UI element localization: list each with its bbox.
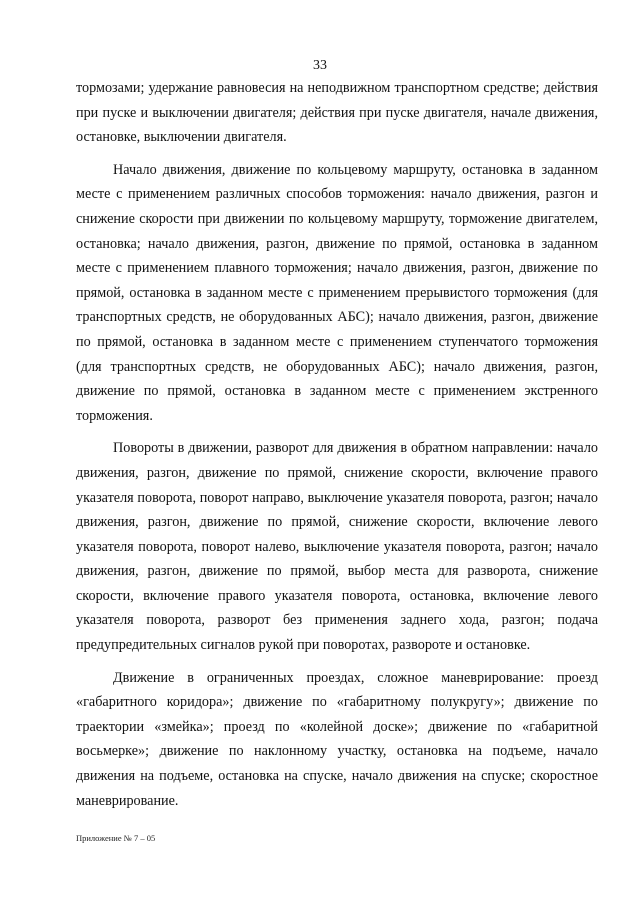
paragraph-turns: Повороты в движении, разворот для движения в обратном направлении: начало движения, разгон, движение по прямой, снижение скорости, включение правого указателя поворота, поворот направо, выключение указателя поворота, разгон; начало движения, разгон, движение по прямой, снижение скорости, включение левого указателя поворота, поворот налево, выключение указателя поворота, разгон; начало движения, разгон, движение по прямой, выбор места для разворота, снижение скорости, включение правого указателя поворота, остановка, включение левого указателя поворота, разворот без применения заднего хода, разгон; подача предупредительных сигналов рукой при поворотах, развороте и остановке.: [76, 440, 598, 654]
paragraph-braking: Начало движения, движение по кольцевому маршруту, остановка в заданном месте с применением различных способов торможения: начало движения, разгон и снижение скорости при движении по кольцевому маршруту, торможение двигателем, остановка; начало движения, разгон, движение по прямой, остановка в заданном месте с применением плавного торможения; начало движения, разгон, движение по прямой, остановка в заданном месте с применением прерывистого торможения (для транспортных средств, не оборудованных АБС); начало движения, разгон, движение по прямой, остановка в заданном месте с применением ступенчатого торможения (для транспортных средств, не оборудованных АБС); начало движения, разгон, движение по прямой, остановка в заданном месте с применением экстренного торможения.: [76, 161, 598, 424]
footer-note: Приложение № 7 – 05: [76, 833, 156, 843]
paragraph-continuation: тормозами; удержание равновесия на неподвижном транспортном средстве; действия при пуске и выключении двигателя; действия при пуске двигателя, начале движения, остановке, выключении двигателя.: [76, 80, 598, 146]
page-number: 33: [313, 58, 327, 73]
paragraph-maneuvering: Движение в ограниченных проездах, сложное маневрирование: проезд «габаритного коридора»; движение по «габаритному полукругу»; движение по траектории «змейка»; проезд по «колейной доске»; движение по «габаритной восьмерке»; движение по наклонному участку, остановка на подъеме, начало движения на подъеме, остановка на спуске, начало движения на спуске; скоростное маневрирование.: [76, 669, 598, 809]
document-body: [76, 76, 598, 821]
